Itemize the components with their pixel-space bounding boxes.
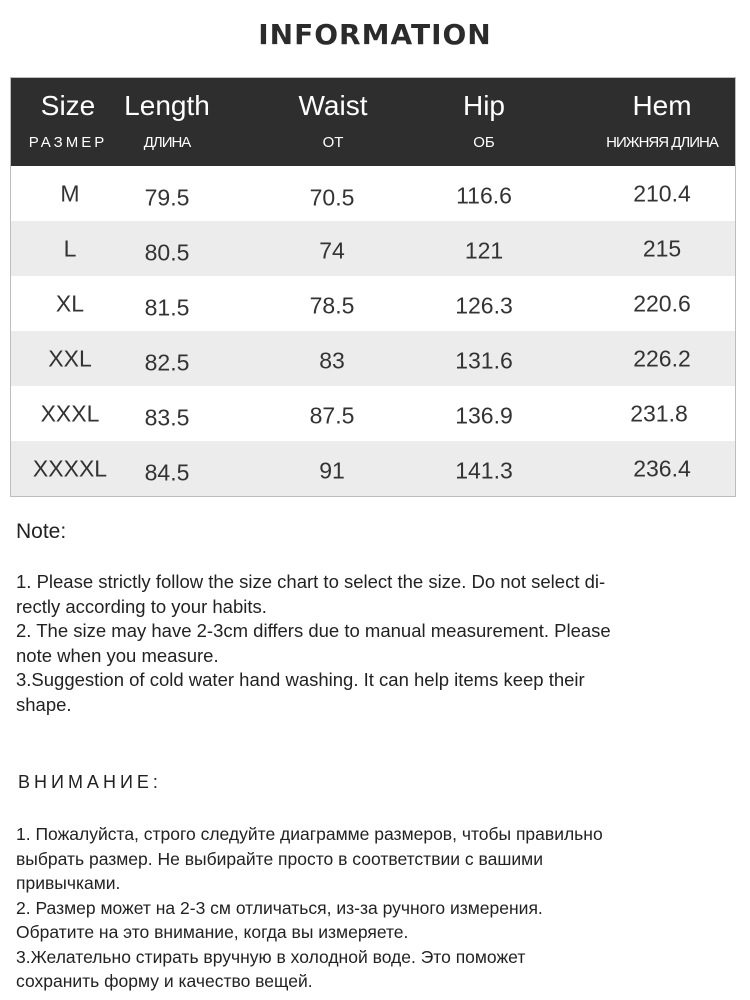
cell-size: XXL — [48, 345, 92, 371]
note-ru-title: ВНИМАНИЕ: — [18, 772, 162, 792]
table-row — [11, 331, 735, 386]
cell-waist: 83 — [319, 347, 345, 374]
cell-hip: 121 — [464, 237, 504, 264]
note-line: 2. The size may have 2-3cm differs due to manual measurement. Please — [16, 620, 611, 641]
note-ru-line: привычками. — [16, 873, 121, 893]
note-line: 3.Suggestion of cold water hand washing. It can help items keep their — [16, 669, 585, 690]
cell-length: 82.5 — [144, 349, 190, 376]
table-row — [11, 166, 735, 221]
cell-size: M — [60, 180, 80, 206]
table-row — [11, 276, 735, 331]
cell-hem: 220.6 — [633, 290, 691, 316]
header-size: Size — [40, 90, 96, 121]
note-ru-line: 3.Желательно стирать вручную в холодной воде. Это поможет — [16, 946, 526, 967]
header-waist-sub: ОТ — [322, 134, 344, 151]
cell-size: XXXXL — [32, 455, 108, 481]
cell-hem: 236.4 — [633, 455, 691, 481]
cell-length: 83.5 — [144, 404, 190, 431]
cell-length: 84.5 — [144, 459, 190, 486]
table-row — [11, 441, 735, 496]
note-line: shape. — [16, 693, 72, 715]
cell-hip: 141.3 — [455, 457, 513, 484]
cell-length: 81.5 — [144, 294, 190, 321]
cell-hip: 136.9 — [455, 402, 513, 429]
header-length-sub: ДЛИНА — [143, 134, 191, 151]
cell-hem: 215 — [642, 235, 682, 261]
table-row — [11, 386, 735, 441]
cell-size: XXXL — [40, 400, 100, 426]
note-ru-text — [16, 822, 736, 994]
note-ru-line: 2. Размер может на 2-3 см отличаться, из-за ручного измерения. — [16, 897, 543, 918]
header-waist: Waist — [298, 90, 368, 121]
header-length: Length — [124, 90, 210, 121]
note-ru-line: выбрать размер. Не выбирайте просто в соответствии с вашими — [16, 848, 543, 869]
note-text — [16, 570, 736, 717]
note-line: rectly according to your habits. — [16, 595, 267, 617]
cell-waist: 70.5 — [309, 184, 355, 211]
note-ru-line: Обратите на это внимание, когда вы измеряете. — [16, 922, 409, 942]
cell-size: XL — [55, 290, 85, 316]
header-hem-sub: НИЖНЯЯ ДЛИНА — [606, 134, 718, 151]
header-hip-sub: ОБ — [473, 134, 495, 151]
cell-hip: 116.6 — [456, 182, 512, 209]
cell-hem: 226.2 — [633, 345, 691, 371]
cell-length: 80.5 — [144, 239, 190, 266]
header-hem: Hem — [632, 90, 692, 121]
cell-hip: 126.3 — [455, 292, 513, 319]
cell-waist: 78.5 — [309, 292, 355, 319]
cell-size: L — [63, 235, 77, 261]
page-title: INFORMATION — [258, 18, 492, 51]
header-hip: Hip — [462, 90, 506, 121]
cell-hem: 231.8 — [630, 400, 688, 426]
table-header — [11, 78, 735, 166]
cell-waist: 91 — [319, 457, 345, 484]
table-row — [11, 221, 735, 276]
note-line: 1. Please strictly follow the size chart to select the size. Do not select di- — [16, 571, 606, 592]
cell-waist: 74 — [319, 237, 345, 264]
cell-hip: 131.6 — [455, 347, 513, 374]
note-title: Note: — [16, 520, 67, 543]
header-size-sub: РАЗМЕР — [28, 134, 108, 151]
size-chart-table — [10, 77, 736, 497]
cell-length: 79.5 — [144, 184, 190, 211]
cell-waist: 87.5 — [309, 402, 355, 429]
note-ru-line: 1. Пожалуйста, строго следуйте диаграмме размеров, чтобы правильно — [16, 824, 603, 844]
cell-hem: 210.4 — [633, 180, 691, 206]
note-ru-line: сохранить форму и качество вещей. — [16, 971, 313, 991]
note-line: note when you measure. — [16, 644, 219, 666]
